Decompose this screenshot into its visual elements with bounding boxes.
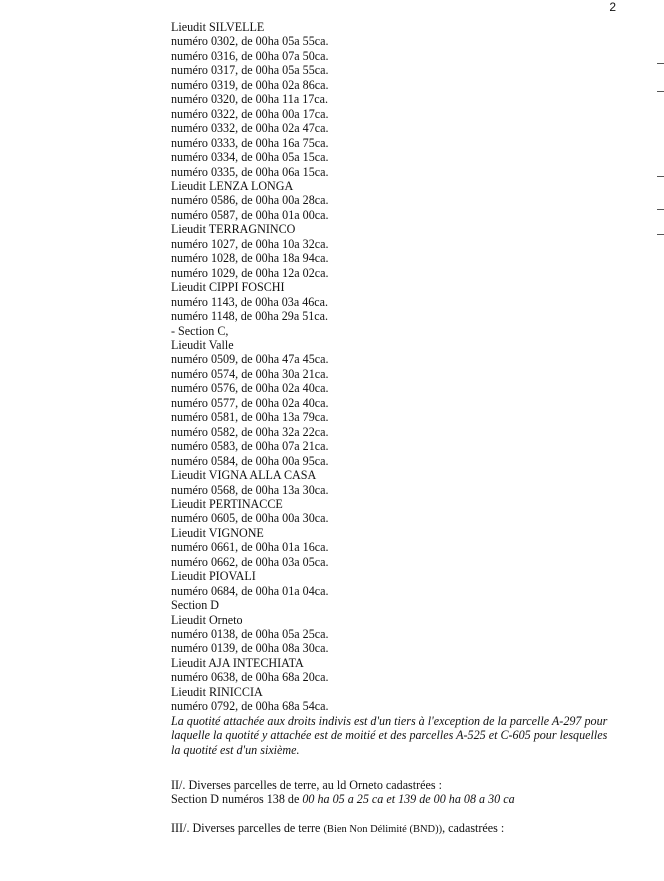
parcel-line: Lieudit RINICCIA — [171, 684, 263, 699]
parcel-line: numéro 0684, de 00ha 01a 04ca. — [171, 583, 329, 598]
parcel-line: numéro 0334, de 00ha 05a 15ca. — [171, 150, 329, 165]
parcel-line: numéro 0319, de 00ha 02a 86ca. — [171, 77, 329, 92]
margin-tick — [657, 209, 664, 210]
parcel-line: numéro 0302, de 00ha 05a 55ca. — [171, 34, 329, 49]
parcel-line: Lieudit AJA INTECHIATA — [171, 655, 304, 670]
parcel-line: numéro 0322, de 00ha 00a 17ca. — [171, 106, 329, 121]
parcel-line: Lieudit PIOVALI — [171, 569, 256, 584]
parcel-line: numéro 0335, de 00ha 06a 15ca. — [171, 164, 329, 179]
parcel-line: numéro 0138, de 00ha 05a 25ca. — [171, 627, 329, 642]
parcel-line: Lieudit Orneto — [171, 612, 243, 627]
parcel-line: numéro 0581, de 00ha 13a 79ca. — [171, 410, 329, 425]
parcel-line: numéro 0568, de 00ha 13a 30ca. — [171, 482, 329, 497]
parcel-line: Section D — [171, 598, 220, 613]
parcel-line: numéro 0574, de 00ha 30a 21ca. — [171, 366, 329, 381]
parcel-line: numéro 0605, de 00ha 00a 30ca. — [171, 511, 329, 526]
parcel-line: numéro 0509, de 00ha 47a 45ca. — [171, 352, 329, 367]
parcel-line: numéro 1029, de 00ha 12a 02ca. — [171, 265, 329, 280]
section-iii-small: (Bien Non Délimité (BND)) — [323, 824, 443, 835]
margin-tick — [657, 176, 664, 177]
margin-tick — [657, 234, 664, 235]
parcel-line: Lieudit LENZA LONGA — [171, 178, 294, 193]
parcel-line: numéro 0662, de 00ha 03a 05ca. — [171, 554, 329, 569]
parcel-line: numéro 0320, de 00ha 11a 17ca. — [171, 92, 329, 107]
parcel-line: numéro 0139, de 00ha 08a 30ca. — [171, 641, 329, 656]
margin-tick — [657, 91, 664, 92]
quotity-note: La quotité attachée aux droits indivis est d'un tiers à l'exception de la parcelle A-297 pour laquelle la quotité y attachée est de moitié et des parcelles A-525 et C-605 pour lesquelles la quotité est d'un sixième. — [171, 713, 608, 757]
parcel-line: numéro 0638, de 00ha 68a 20ca. — [171, 670, 329, 685]
parcel-line: numéro 0576, de 00ha 02a 40ca. — [171, 381, 329, 396]
parcel-line: numéro 0316, de 00ha 07a 50ca. — [171, 48, 329, 63]
section-ii-line-prefix: Section D numéros 138 de — [171, 792, 303, 807]
parcel-line: Lieudit TERRAGNINCO — [171, 222, 296, 237]
parcel-line: - Section C, — [171, 323, 229, 338]
margin-tick — [657, 63, 664, 64]
section-ii-heading: II/. Diverses parcelles de terre, au ld Orneto cadastrées : — [171, 778, 442, 792]
section-ii-line — [171, 792, 515, 806]
parcel-line: numéro 0332, de 00ha 02a 47ca. — [171, 121, 329, 136]
parcel-line: Lieudit VIGNONE — [171, 525, 264, 540]
parcel-line: numéro 1148, de 00ha 29a 51ca. — [171, 309, 329, 324]
parcel-line: Lieudit CIPPI FOSCHI — [171, 280, 285, 295]
parcel-line: numéro 0333, de 00ha 16a 75ca. — [171, 135, 329, 150]
parcel-line: numéro 0582, de 00ha 32a 22ca. — [171, 424, 329, 439]
page-number: 2 — [609, 0, 616, 14]
parcel-line: Lieudit PERTINACCE — [171, 496, 283, 511]
section-iii-suffix: , cadastrées : — [442, 821, 505, 835]
parcel-line: Lieudit SILVELLE — [171, 20, 265, 34]
section-iii-heading — [171, 821, 504, 837]
parcel-line: numéro 1027, de 00ha 10a 32ca. — [171, 236, 329, 251]
parcel-line: numéro 0584, de 00ha 00a 95ca. — [171, 453, 329, 468]
section-iii-prefix: III/. Diverses parcelles de terre — [171, 821, 324, 835]
section-ii — [171, 778, 515, 807]
section-iii — [171, 821, 504, 837]
parcel-line: numéro 0792, de 00ha 68a 54ca. — [171, 699, 329, 714]
parcel-line: numéro 0317, de 00ha 05a 55ca. — [171, 63, 329, 78]
parcel-line: Lieudit Valle — [171, 337, 234, 352]
parcel-line: numéro 0577, de 00ha 02a 40ca. — [171, 395, 329, 410]
parcel-line: numéro 0587, de 00ha 01a 00ca. — [171, 207, 329, 222]
parcel-line: numéro 1143, de 00ha 03a 46ca. — [171, 294, 329, 309]
parcel-line: numéro 1028, de 00ha 18a 94ca. — [171, 251, 329, 266]
section-ii-line-italic: 00 ha 05 a 25 ca et 139 de 00 ha 08 a 30 ca — [302, 792, 515, 807]
parcel-lines — [171, 20, 651, 714]
parcel-line: numéro 0661, de 00ha 01a 16ca. — [171, 540, 329, 555]
parcel-line: numéro 0583, de 00ha 07a 21ca. — [171, 439, 329, 454]
parcel-line: Lieudit VIGNA ALLA CASA — [171, 468, 317, 483]
parcel-list — [171, 20, 651, 757]
parcel-line: numéro 0586, de 00ha 00a 28ca. — [171, 193, 329, 208]
